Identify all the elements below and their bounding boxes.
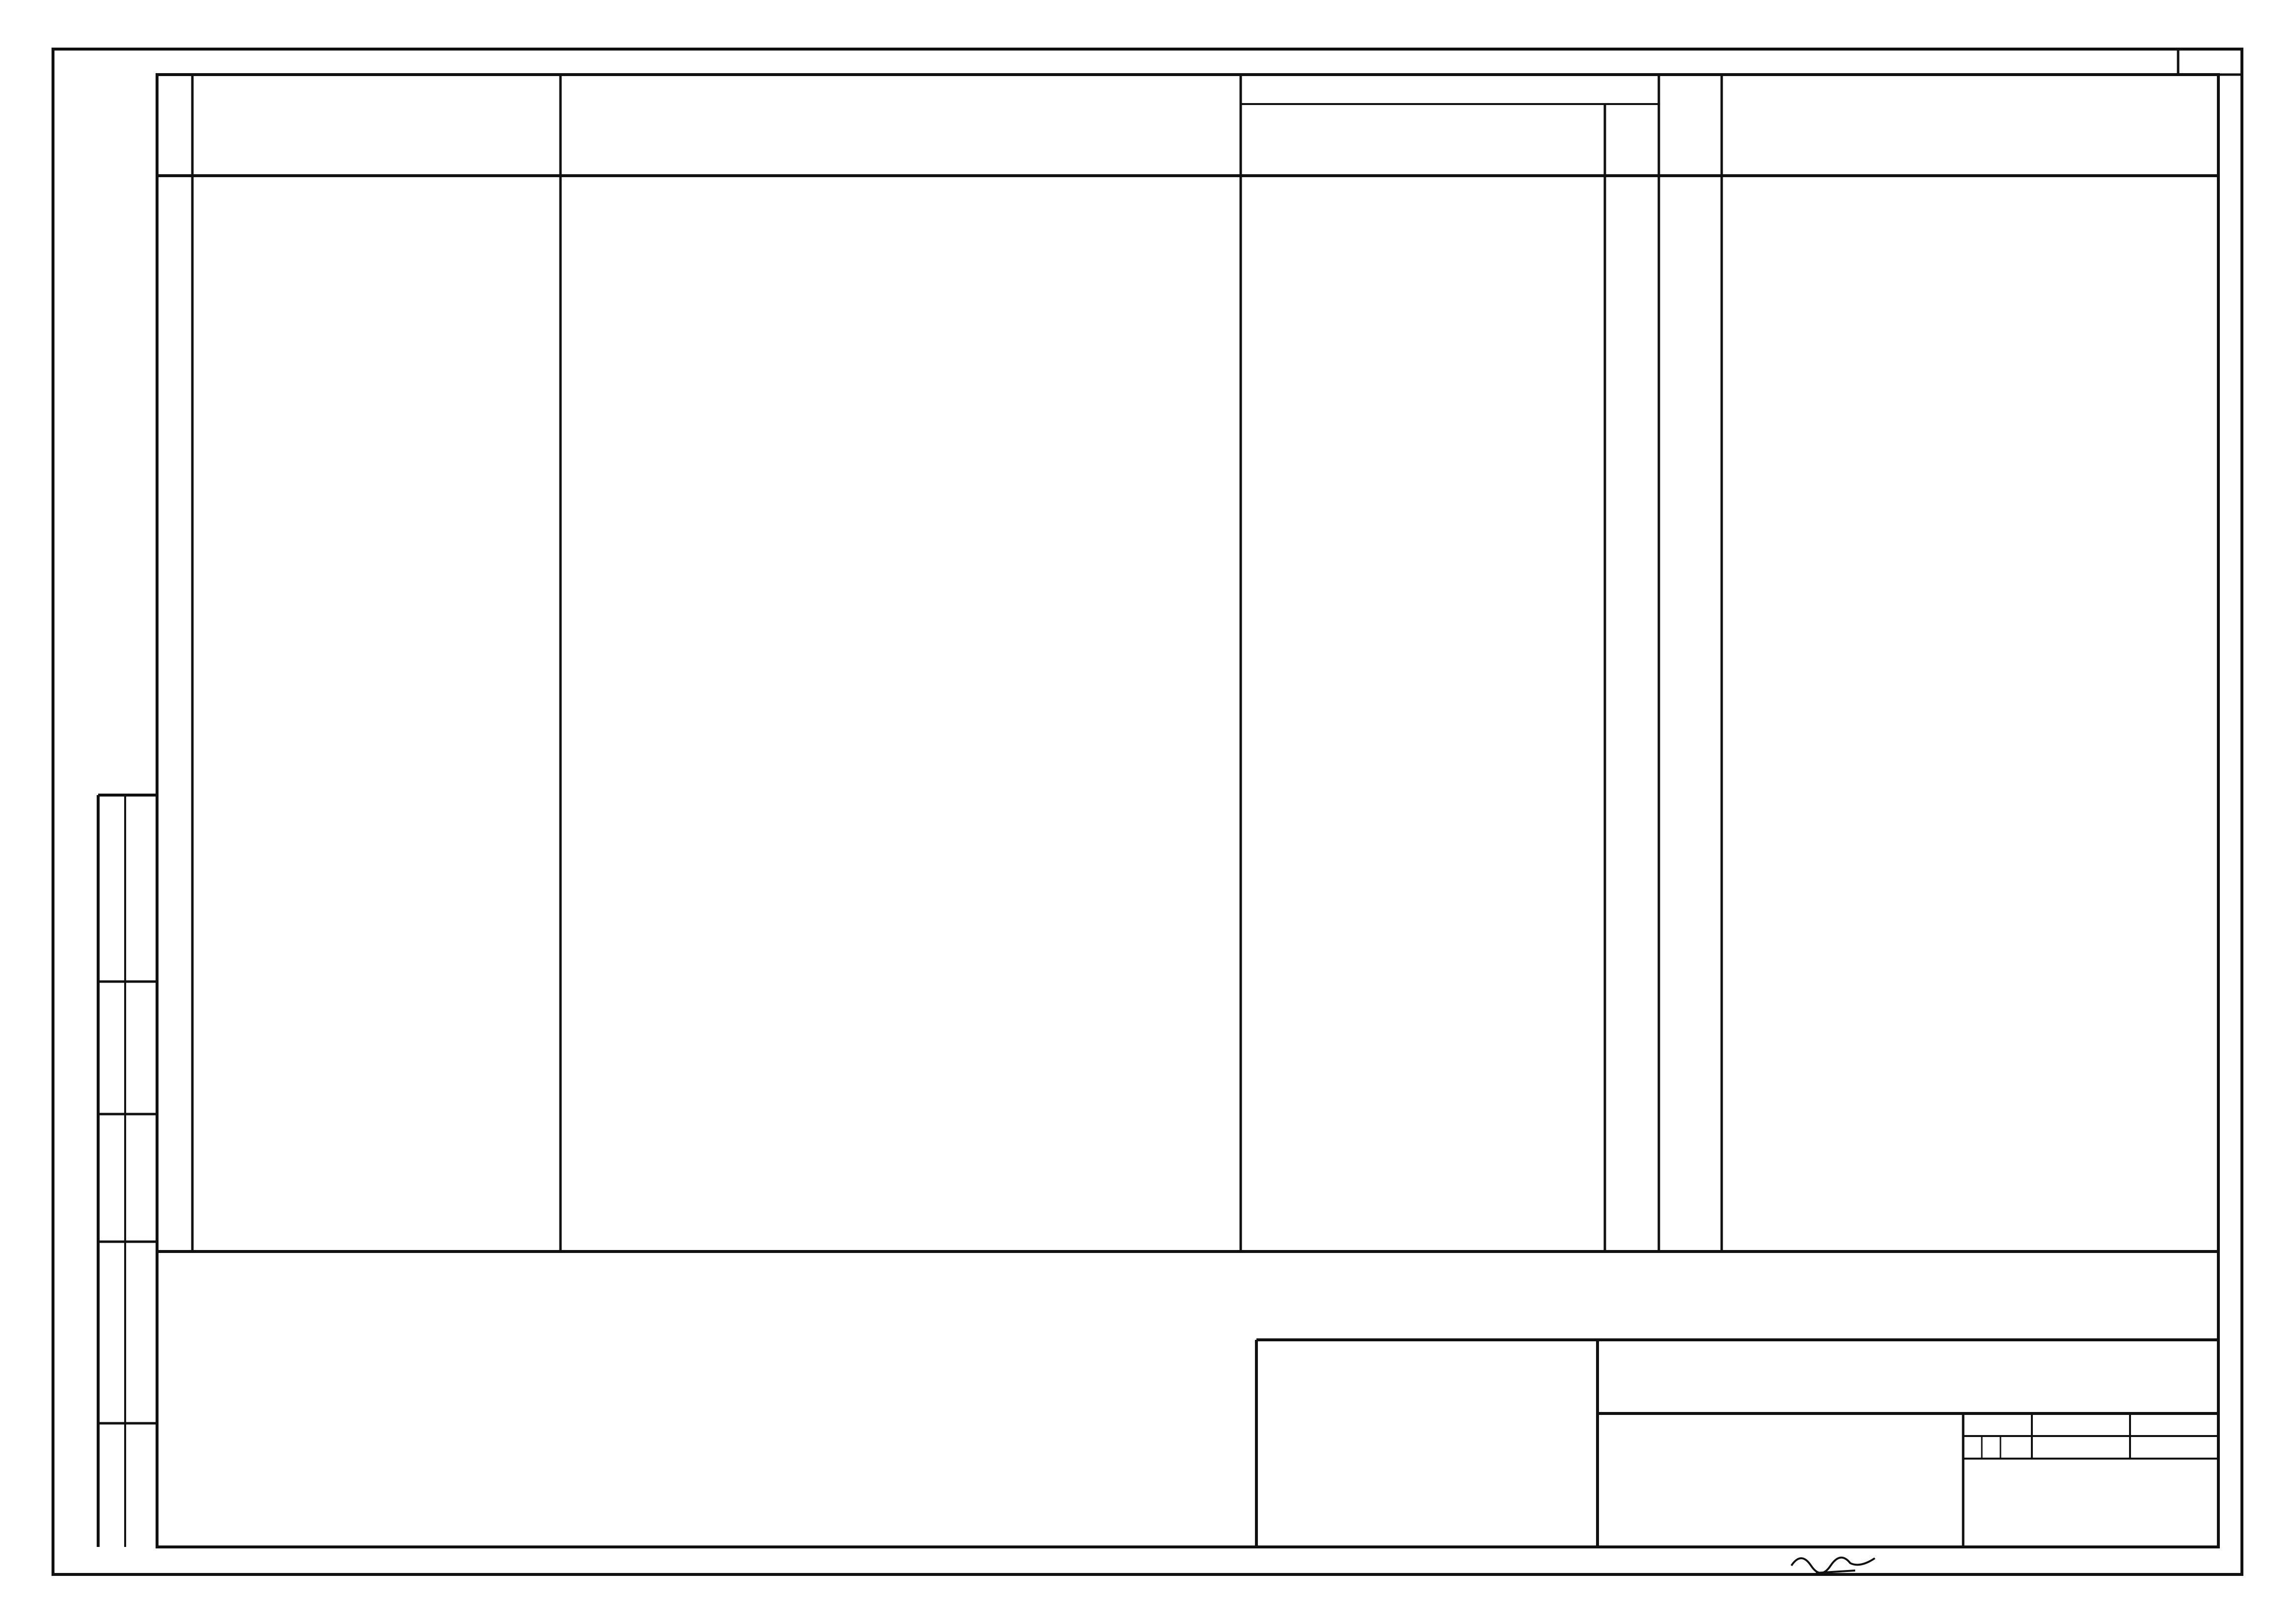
outer-frame	[53, 49, 2242, 1574]
left-stamp-strip	[98, 795, 157, 1547]
inner-frame	[157, 75, 2218, 1547]
spec-table-grid	[157, 75, 2218, 1251]
title-block	[1256, 1340, 2218, 1573]
copier-signature	[1791, 1558, 1875, 1573]
page-number-box	[2178, 49, 2242, 75]
